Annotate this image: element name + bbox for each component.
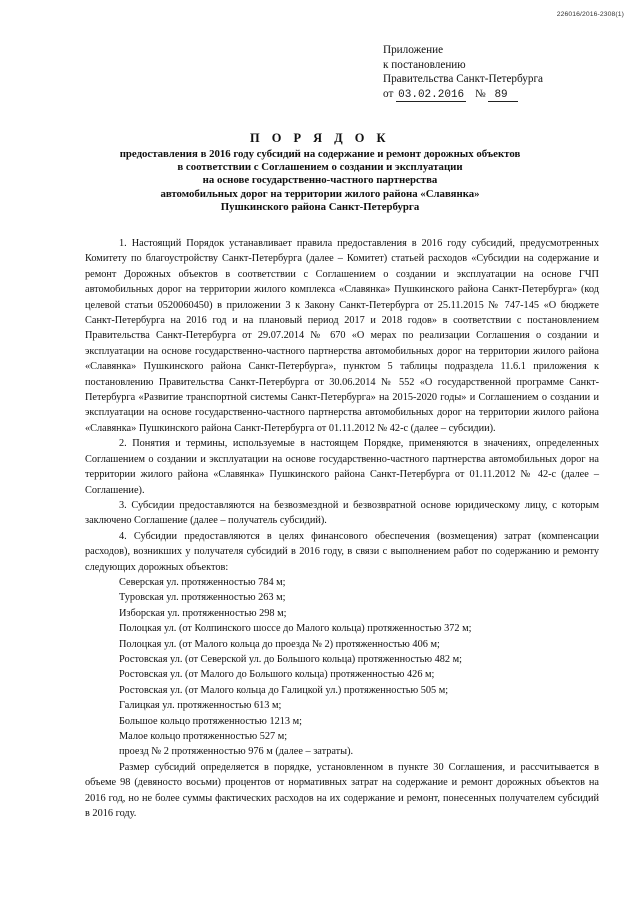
list-item: Ростовская ул. (от Северской ул. до Большого кольца) протяженностью 482 м; xyxy=(119,653,462,665)
paragraph-1: 1. Настоящий Порядок устанавливает правила предоставления в 2016 году субсидий, предусмотренных Комитету по благоустройству Санкт-Петербурга (далее – Комитет) статьей расходов «Субсидии на содержание и ремонт Дорожных объектов в соответствии с Соглашением о создании и эксплуатации на основе ГЧП автомобильных дорог на территории жилого комплекса «Славянка» Пушкинского района Санкт-Петербурга» (код целевой статьи 0520060450) в приложении 3 к Закону Санкт-Петербурга от 25.11.2015 № 747-145 «О бюджете Санкт-Петербурга на 2016 год и на плановый период 2017 и 2018 годов» в соответствии с постановлением Правительства Санкт-Петербурга от 29.07.2014 № 670 «О мерах по реализации Соглашения о создании и эксплуатации на основе государственно-частного партнерства автомобильных дорог на территории жилого района «Славянка» Пушкинского района Санкт-Петербурга», пунктом 5 таблицы подраздела 11.6.1 приложения к постановлению Правительства Санкт-Петербурга от 30.06.2014 № 552 «О государственной программе Санкт-Петербурга «Развитие транспортной системы Санкт-Петербурга» на 2015-2020 годы» и Соглашением о создании и эксплуатации на основе государственно-частного партнерства автомобильных дорог на территории жилого района «Славянка» Пушкинского района Санкт-Петербурга от 01.11.2012 № 42-с (далее – субсидии). xyxy=(85,238,599,434)
paragraph-3: 3. Субсидии предоставляются на безвозмездной и безвозвратной основе юридическому лицу, с которым заключено Соглашение (далее – получатель субсидий). xyxy=(85,499,599,527)
appendix-line: Правительства Санкт-Петербурга xyxy=(383,73,544,86)
paragraph-2: 2. Понятия и термины, используемые в настоящем Порядке, применяются в значениях, определенных Соглашением о создании и эксплуатации на основе государственно-частного партнерства автомобильных дорог на территории жилого района «Славянка» Пушкинского района Санкт-Петербурга от 01.11.2012 № 42-с (далее – Соглашение). xyxy=(85,438,599,496)
title-heading: П О Р Я Д О К xyxy=(249,131,391,145)
list-item: Полоцкая ул. (от Колпинского шоссе до Малого кольца) протяженностью 372 м; xyxy=(119,623,472,635)
appendix-line: к постановлению xyxy=(383,58,466,71)
title-line: в соответствии с Соглашением о создании и эксплуатации xyxy=(177,161,463,174)
appendix-line: Приложение xyxy=(383,44,444,56)
list-item: Галицкая ул. протяженностью 613 м; xyxy=(119,700,282,712)
approval-number: 89 xyxy=(488,90,517,102)
list-item: Изборская ул. протяженностью 298 м; xyxy=(119,607,287,619)
list-item: Полоцкая ул. (от Малого кольца до проезда № 2) протяженностью 406 м; xyxy=(119,638,440,650)
list-item: Малое кольцо протяженностью 527 м; xyxy=(119,731,288,742)
list-item: Большое кольцо протяженностью 1213 м; xyxy=(119,715,302,727)
list-item: проезд № 2 протяженностью 976 м (далее – затраты). xyxy=(119,746,354,758)
list-item: Ростовская ул. (от Малого до Большого кольца) протяженностью 426 м; xyxy=(119,669,435,681)
title-line: Пушкинского района Санкт-Петербурга xyxy=(220,200,420,213)
approval-date: 03.02.2016 xyxy=(398,89,465,102)
list-item: Северская ул. протяженностью 784 м; xyxy=(119,576,286,588)
title-line: предоставления в 2016 году субсидий на содержание и ремонт дорожных объектов xyxy=(119,148,521,160)
title-line: автомобильных дорог на территории жилого района «Славянка» xyxy=(160,187,480,200)
title-line: на основе государственно-частного партнерства xyxy=(202,174,438,187)
number-prefix: № xyxy=(474,88,486,101)
document-id: 226016/2016-2308(1) xyxy=(556,11,624,18)
appendix-header xyxy=(383,43,543,102)
list-item: Ростовская ул. (от Малого кольца до Галицкой ул.) протяженностью 505 м; xyxy=(119,684,449,696)
list-item: Туровская ул. протяженностью 263 м; xyxy=(119,592,286,604)
date-prefix: от xyxy=(383,88,394,101)
approval-date-number xyxy=(383,87,543,102)
road-objects-list xyxy=(85,575,599,760)
document-title xyxy=(60,131,580,214)
document-body xyxy=(85,236,599,821)
paragraph-5: Размер субсидий определяется в порядке, установленном в пункте 30 Соглашения, и рассчитывается в объеме 98 (девяносто восьми) процентов от нормативных затрат на содержание и ремонт дорожных объектов на 2016 год, но не более суммы фактических расходов на их содержание и ремонт, понесенных получателем субсидий в 2016 году. xyxy=(85,761,599,820)
paragraph-4: 4. Субсидии предоставляются в целях финансового обеспечения (возмещения) затрат (компенсации расходов), возникших у получателя субсидий в 2016 году, в связи с выполнением работ по содержанию и ремонту следующих дорожных объектов: xyxy=(85,530,599,573)
